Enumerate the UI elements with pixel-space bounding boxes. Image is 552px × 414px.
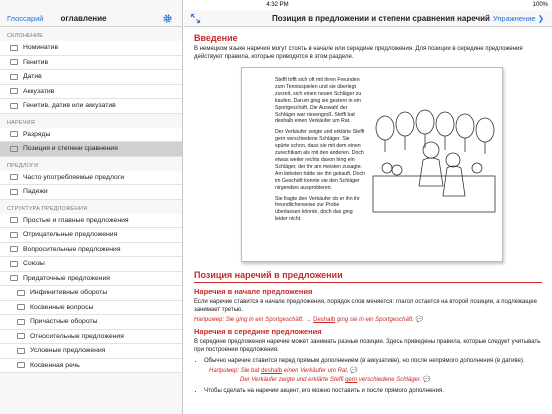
sidebar-item-label: Падежи: [23, 188, 48, 196]
sidebar-item-label: Относительные предложения: [30, 332, 124, 340]
start-example: [194, 316, 542, 323]
page-icon: [10, 246, 18, 252]
speech-bubble-icon[interactable]: 💬: [423, 377, 431, 383]
page-icon: [17, 333, 25, 339]
page-icon: [10, 88, 18, 94]
page-icon: [10, 74, 18, 80]
sidebar-item-label: Генитив, датив или аккузатив: [23, 102, 116, 110]
page-icon: [10, 103, 18, 109]
sidebar-item-label: Условные предложения: [30, 347, 106, 355]
example-text: einen Verkäufer um Rat.: [282, 368, 349, 374]
sidebar-item[interactable]: [0, 41, 183, 56]
example-text: ging sie in ein Sportgeschäft.: [335, 317, 414, 323]
example-text: Der Verkäufer zeigte und erklärte Steffi: [240, 377, 346, 383]
arrow: →: [303, 317, 314, 323]
exercise-button[interactable]: [493, 14, 544, 23]
sidebar-item-label: Разряды: [23, 130, 51, 138]
start-heading: Наречия в начале предложения: [194, 287, 313, 296]
sidebar-navbar: [0, 10, 183, 27]
sidebar-item[interactable]: [0, 330, 183, 345]
battery-label: 100%: [532, 2, 548, 8]
sidebar-item-label: Простые и главные предложения: [23, 216, 129, 224]
sidebar-item[interactable]: [0, 359, 183, 374]
example-text: verschiedene Schläger.: [357, 377, 422, 383]
sidebar-item[interactable]: [0, 214, 183, 229]
list-item: [204, 357, 542, 384]
sidebar-item[interactable]: [0, 315, 183, 330]
sidebar-item-label: Генитив: [23, 58, 49, 66]
illustration-card: [241, 67, 503, 262]
intro-paragraph: В немецком языке наречия могут стоять в начале или середине предложения. Для позиции в середине предложения действуют правила, которые приводятся в этом разделе.: [194, 46, 523, 60]
example-text: Sie bat: [240, 368, 262, 374]
time-label: 4:32 PM: [266, 2, 289, 8]
list-item: [204, 387, 542, 395]
page-icon: [10, 189, 18, 195]
sidebar-item[interactable]: [0, 85, 183, 100]
sidebar-item[interactable]: [0, 171, 183, 186]
highlight-word: Deshalb: [313, 317, 336, 323]
sidebar-item[interactable]: [0, 128, 183, 143]
sidebar-item-label: Аккузатив: [23, 87, 55, 95]
speech-bubble-icon[interactable]: 💬: [415, 317, 424, 323]
section-heading: ПРЕДЛОГИ: [7, 162, 39, 169]
card-story: [275, 77, 365, 227]
sidebar-item[interactable]: [0, 142, 183, 157]
sidebar-item[interactable]: [0, 243, 183, 258]
highlight-word: deshalb: [261, 368, 283, 374]
sidebar-item[interactable]: [0, 301, 183, 316]
rule-example: [204, 367, 542, 375]
sidebar-item[interactable]: [0, 185, 183, 200]
section-heading: НАРЕЧИЯ: [7, 119, 35, 126]
section-heading: СТРУКТУРА ПРЕДЛОЖЕНИЯ: [7, 205, 88, 212]
rule-text: Чтобы сделать на наречии акцент, его можно поставить и после прямого дополнения.: [204, 388, 444, 394]
speech-bubble-icon[interactable]: 💬: [350, 368, 358, 374]
example-text: Sie ging in ein Sportgeschäft.: [225, 317, 304, 323]
sidebar-item-label: Косвенная речь: [30, 361, 80, 369]
sidebar-item[interactable]: [0, 99, 183, 114]
sidebar-item[interactable]: [0, 286, 183, 301]
tennis-shop-illustration: [367, 106, 500, 216]
example-label: Например:: [194, 317, 225, 323]
sidebar-item-label: Придаточные предложения: [23, 274, 110, 282]
article: [184, 27, 552, 414]
example-label: Например:: [209, 368, 240, 374]
page-icon: [10, 261, 18, 267]
card-paragraph: Steffi trifft sich oft mit ihren Freunden zum Tennisspielen und sie überlegt zurzeit, sich einen neuen Schläger zu kaufen. Darum ging sie gestern in ein Sportgeschäft. Die Auswahl der Schläger war riesengroß. Steffi bat deshalb einen Verkäufer um Rat.: [275, 77, 362, 125]
sidebar-item[interactable]: [0, 257, 183, 272]
sidebar-item-label: Отрицательные предложения: [23, 231, 118, 239]
chevron-right-icon: ❯: [537, 13, 544, 23]
page-icon: [10, 146, 18, 152]
card-paragraph: Sie fragte den Verkäufer ob er ihn ihr freundlicherweise zur Probe überlassen könnte, doch das ging leider nicht.: [275, 195, 360, 223]
sidebar-item-label: Инфинитивные обороты: [30, 289, 108, 297]
page-icon: [10, 275, 18, 281]
gear-icon[interactable]: [162, 13, 173, 24]
position-heading: Позиция наречий в предложении: [194, 270, 542, 283]
page-icon: [10, 174, 18, 180]
page-icon: [17, 348, 25, 354]
sidebar-item-label: Часто употребляемые предлоги: [23, 173, 125, 181]
page-icon: [17, 290, 25, 296]
sidebar-item[interactable]: [0, 272, 183, 287]
sidebar-item[interactable]: [0, 344, 183, 359]
middle-paragraph: В середине предложения наречие может занимать разные позиции. Здесь приведены правила, которые следует учитывать при построении предложения.: [194, 339, 541, 353]
page-title: Позиция в предложении и степени сравнения наречий: [272, 13, 490, 23]
sidebar-item[interactable]: [0, 70, 183, 85]
glossary-button[interactable]: Глоссарий: [7, 13, 44, 23]
sidebar: [0, 0, 183, 414]
sidebar-item-label: Позиция и степени сравнения: [23, 145, 118, 153]
expand-icon[interactable]: [190, 13, 201, 24]
section-heading: СКЛОНЕНИЕ: [7, 33, 44, 39]
sidebar-item-label: Косвенные вопросы: [30, 303, 94, 311]
card-paragraph: Der Verkäufer zeigte und erklärte Steffi gern verschiedene Schläger. Sie spürte schon, dass sie mit dem einen zurechtkam als mit den anderen. Doch etwas weiter rechts davon hing ein Schläger, der ihr am meisten zusagte. Am liebsten hätte sie ihn gekauft. Doch im Geschäft konnte sie den Schläger nirgendwo ausprobieren.: [275, 129, 365, 191]
highlight-word: gern: [345, 377, 358, 383]
table-of-contents: [0, 27, 183, 373]
intro-heading: Введение: [194, 33, 238, 43]
page-icon: [17, 304, 25, 310]
middle-heading: Наречия в середине предложения: [194, 327, 322, 336]
page-icon: [10, 131, 18, 137]
rule-text: Обычно наречие ставится перед прямым дополнением (в аккузативе), но после непрямого дополнения (в дативе).: [204, 358, 525, 364]
page-icon: [10, 45, 18, 51]
sidebar-item-label: Союзы: [23, 260, 45, 268]
sidebar-item-label: Номинатив: [23, 44, 59, 52]
page-icon: [10, 217, 18, 223]
page-icon: [17, 362, 25, 368]
exercise-label: Упражнение: [492, 13, 536, 23]
sidebar-item-label: Вопросительные предложения: [23, 245, 121, 253]
sidebar-item[interactable]: [0, 228, 183, 243]
content-navbar: [184, 10, 552, 27]
sidebar-item-label: Датив: [23, 73, 42, 81]
sidebar-item[interactable]: [0, 56, 183, 71]
sidebar-item-label: Причастные обороты: [30, 318, 98, 326]
page-icon: [10, 59, 18, 65]
page-icon: [10, 232, 18, 238]
start-paragraph: Если наречие ставится в начале предложения, порядок слов меняется: глагол остается на второй позиции, а подлежащее занимает третью.: [194, 299, 537, 313]
page-icon: [17, 319, 25, 325]
rule-example: [204, 376, 542, 384]
sidebar-title: оглавление: [60, 13, 107, 23]
rule-list: [204, 357, 542, 395]
